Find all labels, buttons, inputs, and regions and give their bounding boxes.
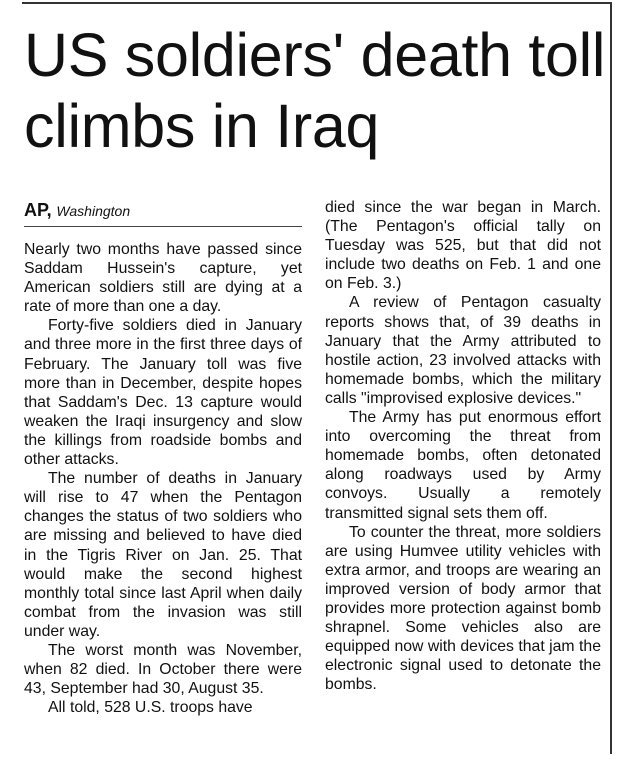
article-paragraph: The number of deaths in January will rise to 47 when the Pentagon changes the status of two soldiers who are missing and believed to have died in the Tigris River on Jan. 25. That would make the second highest monthly total since last April when daily combat from the invasion was still under way. <box>24 470 302 640</box>
byline-agency: AP, <box>24 200 52 220</box>
article-paragraph: A review of Pentagon casualty reports shows that, of 39 deaths in January that the Army attributed to hostile action, 23 involved attacks with homemade bombs, which the military calls "improvised explosive devices." <box>325 294 601 407</box>
top-border-rule <box>22 2 612 4</box>
article-paragraph: Forty-five soldiers died in January and three more in the first three days of February. The January toll was five more than in December, despite hopes that Saddam's Dec. 13 capture would weaken the Iraqi insurgency and slow the killings from roadside bombs and other attacks. <box>24 317 302 469</box>
article-paragraph: died since the war began in March. (The Pentagon's official tally on Tuesday was 525, but that did not include two deaths on Feb. 1 and one on Feb. 3.) <box>325 199 601 293</box>
article-paragraph: The worst month was November, when 82 died. In October there were 43, September had 30, August 35. <box>24 641 302 698</box>
article-paragraph: The Army has put enormous effort into overcoming the threat from homemade bombs, often detonated along roadways used by Army convoys. Usually a remotely transmitted signal sets them off. <box>325 409 601 522</box>
article-column-right <box>325 198 601 694</box>
byline <box>24 199 302 222</box>
headline: US soldiers' death toll climbs in Iraq <box>24 21 606 160</box>
byline-dateline: Washington <box>56 203 131 219</box>
article-paragraph: Nearly two months have passed since Saddam Hussein's capture, yet American soldiers still are dying at a rate of more than one a day. <box>24 241 302 316</box>
byline-divider <box>24 226 302 227</box>
article-paragraph: All told, 528 U.S. troops have <box>48 699 253 717</box>
article-column-left <box>24 240 302 717</box>
right-border-rule <box>610 2 612 754</box>
article-paragraph: To counter the threat, more soldiers are using Humvee utility vehicles with extra armor, and troops are wearing an improved version of body armor that provides more protection against bomb shrapnel. Some vehicles also are equipped now with devices that jam the electronic signal used to detonate the bombs. <box>325 523 601 694</box>
